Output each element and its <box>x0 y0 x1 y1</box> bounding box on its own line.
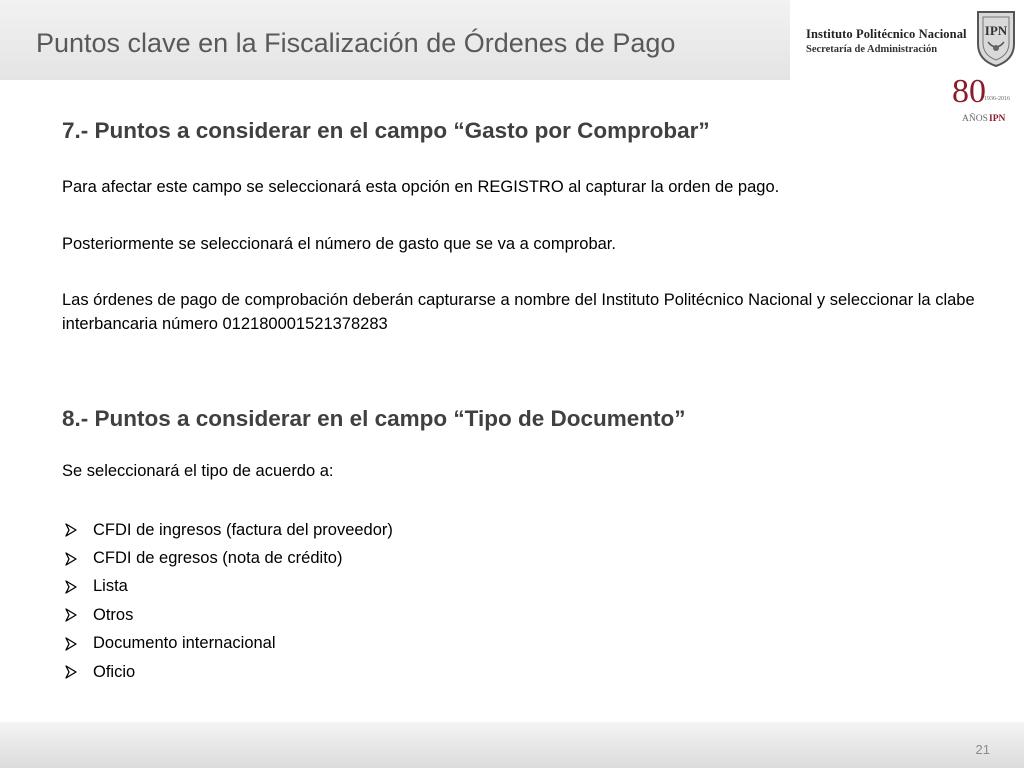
arrow-bullet-icon <box>64 552 78 566</box>
arrow-bullet-icon <box>64 523 78 537</box>
list-item <box>62 601 393 629</box>
document-type-list <box>62 516 393 686</box>
arrow-bullet-icon <box>64 608 78 622</box>
section2-heading: 8.- Puntos a considerar en el campo “Tipo de Documento” <box>62 406 686 431</box>
institution-subunit: Secretaría de Administración <box>806 44 938 55</box>
section1-heading: 7.- Puntos a considerar en el campo “Gasto por Comprobar” <box>62 118 710 143</box>
institution-label <box>806 27 967 55</box>
list-item <box>62 544 393 572</box>
list-item <box>62 658 393 686</box>
header-band <box>0 0 790 80</box>
anniversary-years: 1936-2016 <box>984 96 1010 102</box>
list-item <box>62 630 393 658</box>
footer-band <box>0 722 1024 768</box>
logo-text: IPN <box>984 23 1008 38</box>
list-item-label: Oficio <box>93 662 136 681</box>
ipn-emblem-icon <box>974 8 1018 68</box>
list-item-label: Lista <box>93 577 128 596</box>
arrow-bullet-icon <box>64 665 78 679</box>
anniversary-number: 80 <box>952 73 986 110</box>
section1-paragraph: Posteriormente se seleccionará el número de gasto que se va a comprobar. <box>62 235 616 253</box>
list-item-label: CFDI de egresos (nota de crédito) <box>93 549 343 568</box>
anniversary-caption-brand: IPN <box>989 114 1006 124</box>
list-item <box>62 516 393 544</box>
slide-title: Puntos clave en la Fiscalización de Órdenes de Pago <box>36 28 676 58</box>
arrow-bullet-icon <box>64 580 78 594</box>
section2-intro: Se seleccionará el tipo de acuerdo a: <box>62 462 334 480</box>
page-number: 21 <box>975 742 990 757</box>
institution-name: Instituto Politécnico Nacional <box>806 27 967 41</box>
list-item <box>62 573 393 601</box>
anniversary-caption-prefix: AÑOS <box>962 114 988 124</box>
section1-paragraph: Para afectar este campo se seleccionará esta opción en REGISTRO al capturar la orden de pago. <box>62 178 780 196</box>
list-item-label: Documento internacional <box>93 634 276 653</box>
arrow-bullet-icon <box>64 637 78 651</box>
list-item-label: Otros <box>93 605 134 624</box>
section1-paragraph: Las órdenes de pago de comprobación deberán capturarse a nombre del Instituto Politécnico Nacional y seleccionar la clabe interbancaria número 012180001521378283 <box>62 291 975 333</box>
anniversary-logo <box>948 70 1020 128</box>
list-item-label: CFDI de ingresos (factura del proveedor) <box>93 520 393 539</box>
